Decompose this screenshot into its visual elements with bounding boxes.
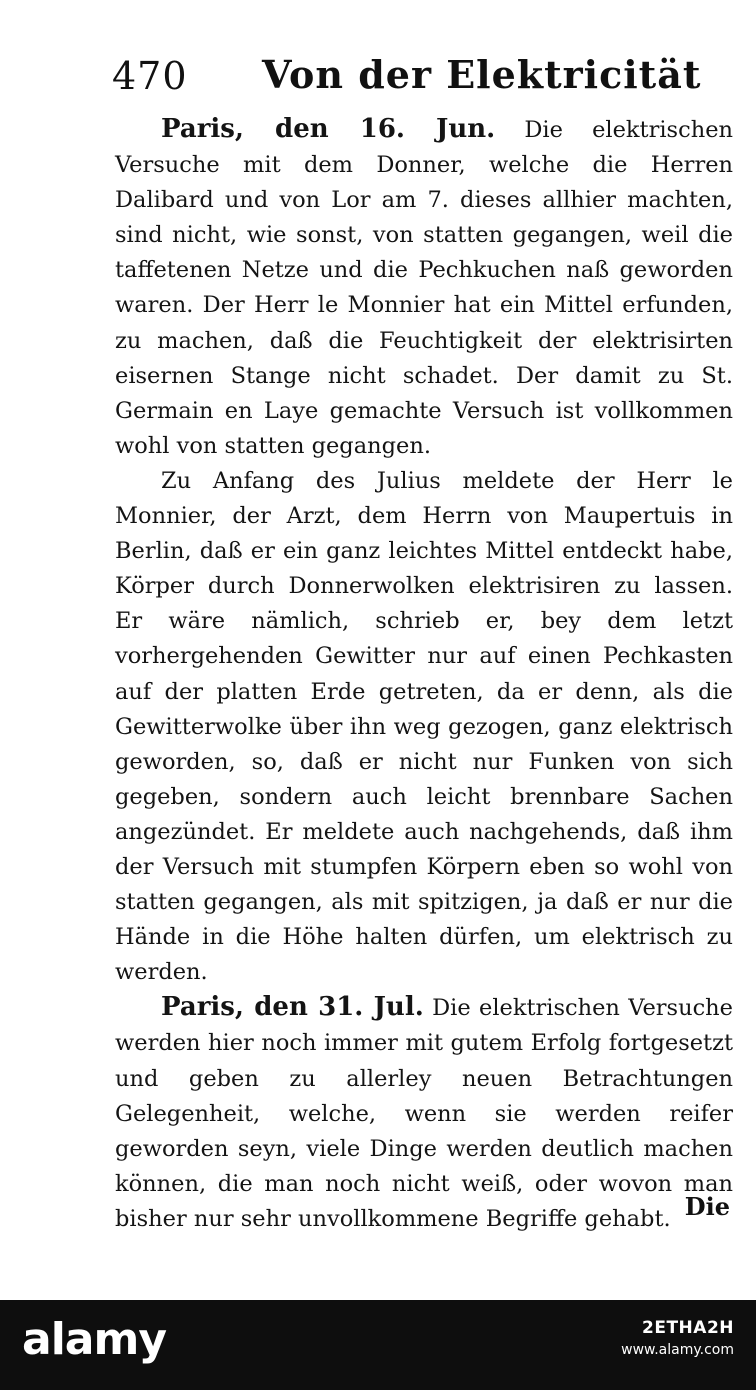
- body-text: [115, 112, 733, 1237]
- dateline: Paris, den 31. Jul.: [161, 992, 424, 1023]
- paragraph: [115, 990, 733, 1237]
- page-header: [112, 52, 732, 108]
- watermark-id: [621, 1318, 734, 1358]
- watermark-logo: alamy: [22, 1314, 166, 1365]
- paragraph: [115, 464, 733, 990]
- dateline: Paris, den 16. Jun.: [161, 114, 496, 144]
- page-number: 470: [112, 54, 188, 98]
- paragraph-text: Die elektrischen Versuche werden hier noch immer mit gutem Erfolg fortgesetzt und geben zu allerley neuen Betrachtungen Gelegenheit, welche, wenn sie werden reifer geworden seyn, viele Dinge werden deutlich machen können, die man noch nicht weiß, oder wovon man bisher nur sehr unvollkommene Begriffe gehabt.: [115, 995, 733, 1232]
- watermark-band: [0, 1300, 756, 1390]
- running-head: Von der Elektricität: [262, 52, 702, 97]
- watermark-image-code: 2ETHA2H: [642, 1318, 734, 1338]
- paragraph: [115, 112, 733, 464]
- watermark-url: www.alamy.com: [621, 1342, 734, 1358]
- paragraph-text: Die elektrischen Versuche mit dem Donner, welche die Herren Dalibard und von Lor am 7. dieses allhier machten, sind nicht, wie sonst, von statten gegangen, weil die taffetenen Netze und die Pechkuchen naß geworden waren. Der Herr le Monnier hat ein Mittel erfunden, zu machen, daß die Feuchtigkeit der elektrisirten eisernen Stange nicht schadet. Der damit zu St. Germain en Laye gemachte Versuch ist vollkommen wohl von statten gegangen.: [115, 117, 733, 459]
- catchword: Die: [684, 1192, 730, 1221]
- paragraph-text: Zu Anfang des Julius meldete der Herr le Monnier, der Arzt, dem Herrn von Maupertuis in Berlin, daß er ein ganz leichtes Mittel entdeckt habe, Körper durch Donnerwolken elektrisiren zu lassen. Er wäre nämlich, schrieb er, bey dem letzt vorhergehenden Gewitter nur auf einen Pechkasten auf der platten Erde getreten, da er denn, als die Gewitterwolke über ihn weg gezogen, ganz elektrisch geworden, so, daß er nicht nur Funken von sich gegeben, sondern auch leicht brennbare Sachen angezündet. Er meldete auch nachgehends, daß ihm der Versuch mit stumpfen Körpern eben so wohl von statten gegangen, als mit spitzigen, ja daß er nur die Hände in die Höhe halten dürfen, um elektrisch zu werden.: [115, 467, 733, 986]
